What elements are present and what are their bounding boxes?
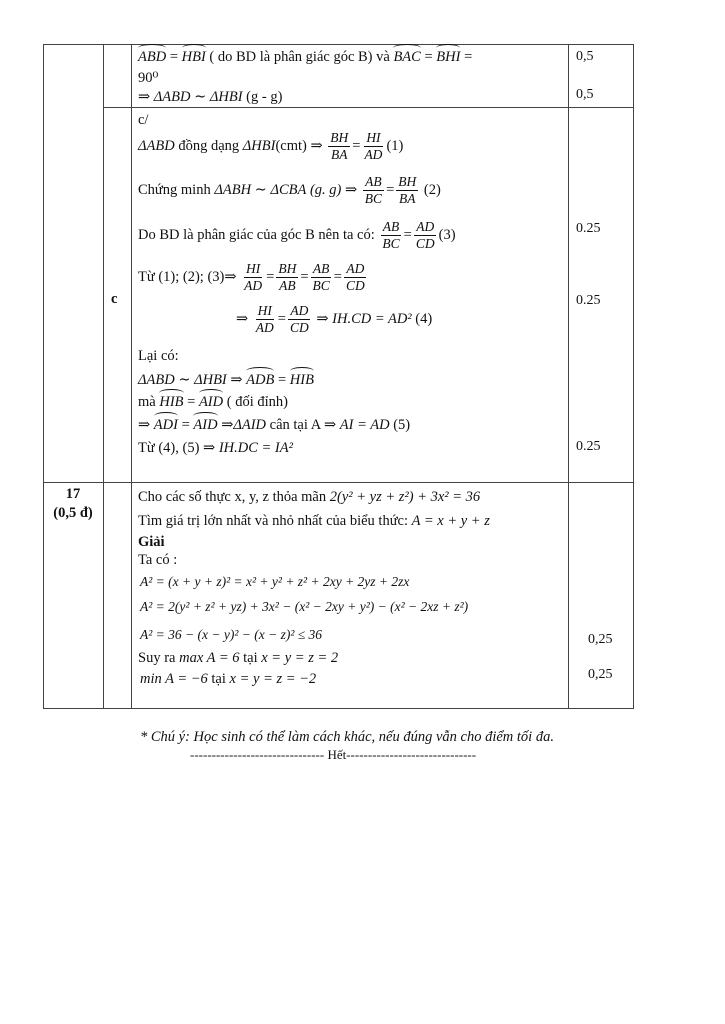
step-9: ⇒ ADI = AID ⇒ΔAID cân tại A ⇒ AI = AD (5) — [138, 417, 411, 433]
fraction: $\frac{AD}{CD}$ — [289, 303, 309, 335]
fraction: $\frac{AB}{BC}$ — [364, 174, 383, 206]
prev-line-1: ABD = HBI ( do BD là phân giác góc B) và BAC = BHI = — [138, 49, 473, 65]
score-17-1: 0,25 — [588, 632, 613, 647]
prev-score-2: 0,5 — [576, 87, 594, 102]
prev-score-1: 0,5 — [576, 49, 594, 64]
part-heading: c/ — [138, 112, 149, 128]
score-c-3: 0.25 — [576, 439, 601, 454]
fraction: $\frac{AB}{BC}$ — [382, 219, 400, 251]
result-max: Suy ra max A = 6 tại x = y = z = 2 — [138, 650, 339, 666]
question-points: (0,5 đ) — [53, 505, 93, 521]
table-divider-col2 — [131, 44, 132, 709]
fraction: $\frac{AD}{CD}$ — [415, 219, 435, 251]
score-c-1: 0.25 — [576, 221, 601, 236]
fraction: $\frac{BH}{AB}$ — [278, 261, 297, 293]
step-6: Lại có: — [138, 348, 179, 364]
equation-1: A² = (x + y + z)² = x² + y² + z² + 2xy + 2yz + 2zx — [140, 574, 410, 589]
fraction: $\frac{BH}{BA}$ — [330, 130, 349, 162]
score-c-2: 0.25 — [576, 293, 601, 308]
table-divider-col1 — [103, 44, 104, 709]
fraction: $\frac{HI}{AD}$ — [255, 303, 274, 335]
step-2: Chứng minh ΔABH ∼ ΔCBA (g. g) ⇒ $\frac{AB}{BC}$ = $\frac{BH}{BA}$ (2) — [138, 174, 441, 206]
step-8: mà HIB = AID ( đối đỉnh) — [138, 394, 288, 410]
row-divider-c — [103, 107, 634, 108]
question-number: 17 — [65, 486, 81, 502]
q17-line-2: Tìm giá trị lớn nhất và nhỏ nhất của biểu thức: A = x + y + z — [138, 513, 490, 529]
prev-line-3: ⇒ ΔABD ∼ ΔHBI (g - g) — [138, 89, 283, 105]
fraction: $\frac{HI}{AD}$ — [244, 261, 263, 293]
fraction: $\frac{BH}{BA}$ — [398, 174, 417, 206]
step-1: ΔABD đồng dạng ΔHBI(cmt) ⇒ $\frac{BH}{BA}$ = $\frac{HI}{AD}$ (1) — [138, 130, 404, 162]
footnote: * Chú ý: Học sinh có thể làm cách khác, nếu đúng vẫn cho điểm tối đa. — [140, 729, 554, 745]
score-17-2: 0,25 — [588, 667, 613, 682]
table-border-bottom — [43, 708, 634, 709]
result-min: min A = −6 tại x = y = z = −2 — [140, 671, 317, 687]
step-4: Từ (1); (2); (3)⇒ $\frac{HI}{AD}$ = $\frac{BH}{AB}$ = $\frac{AB}{BC}$ = $\frac{AD}{CD}$ — [138, 261, 365, 293]
step-3: Do BD là phân giác của góc B nên ta có: $\frac{AB}{BC}$ = $\frac{AD}{CD}$ (3) — [138, 219, 456, 251]
step-7: ΔABD ∼ ΔHBI ⇒ ADB = HIB — [138, 372, 314, 388]
fraction: $\frac{HI}{AD}$ — [364, 130, 383, 162]
table-border-right — [633, 44, 634, 709]
fraction: $\frac{AD}{CD}$ — [345, 261, 365, 293]
taco-label: Ta có : — [138, 552, 178, 568]
table-border-top — [43, 44, 634, 45]
step-5: ⇒ $\frac{HI}{AD}$ = $\frac{AD}{CD}$ ⇒ IH.CD = AD² (4) — [236, 303, 433, 335]
q17-line-1: Cho các số thực x, y, z thỏa mãn 2(y² + yz + z²) + 3x² = 36 — [138, 489, 481, 505]
prev-line-2: 90⁰ — [138, 70, 159, 86]
part-label-c: c — [111, 291, 118, 307]
equation-3: A² = 36 − (x − y)² − (x − z)² ≤ 36 — [140, 627, 323, 642]
end-marker: ------------------------------- Hết------------------------------ — [190, 747, 477, 762]
equation-2: A² = 2(y² + z² + yz) + 3x² − (x² − 2xy + y²) − (x² − 2xz + z²) — [140, 599, 469, 614]
solution-heading: Giải — [138, 534, 165, 550]
table-divider-col3 — [568, 44, 569, 709]
step-10: Từ (4), (5) ⇒ IH.DC = IA² — [138, 440, 293, 456]
row-divider-17 — [43, 482, 634, 483]
fraction: $\frac{AB}{BC}$ — [312, 261, 330, 293]
table-border-left — [43, 44, 44, 709]
